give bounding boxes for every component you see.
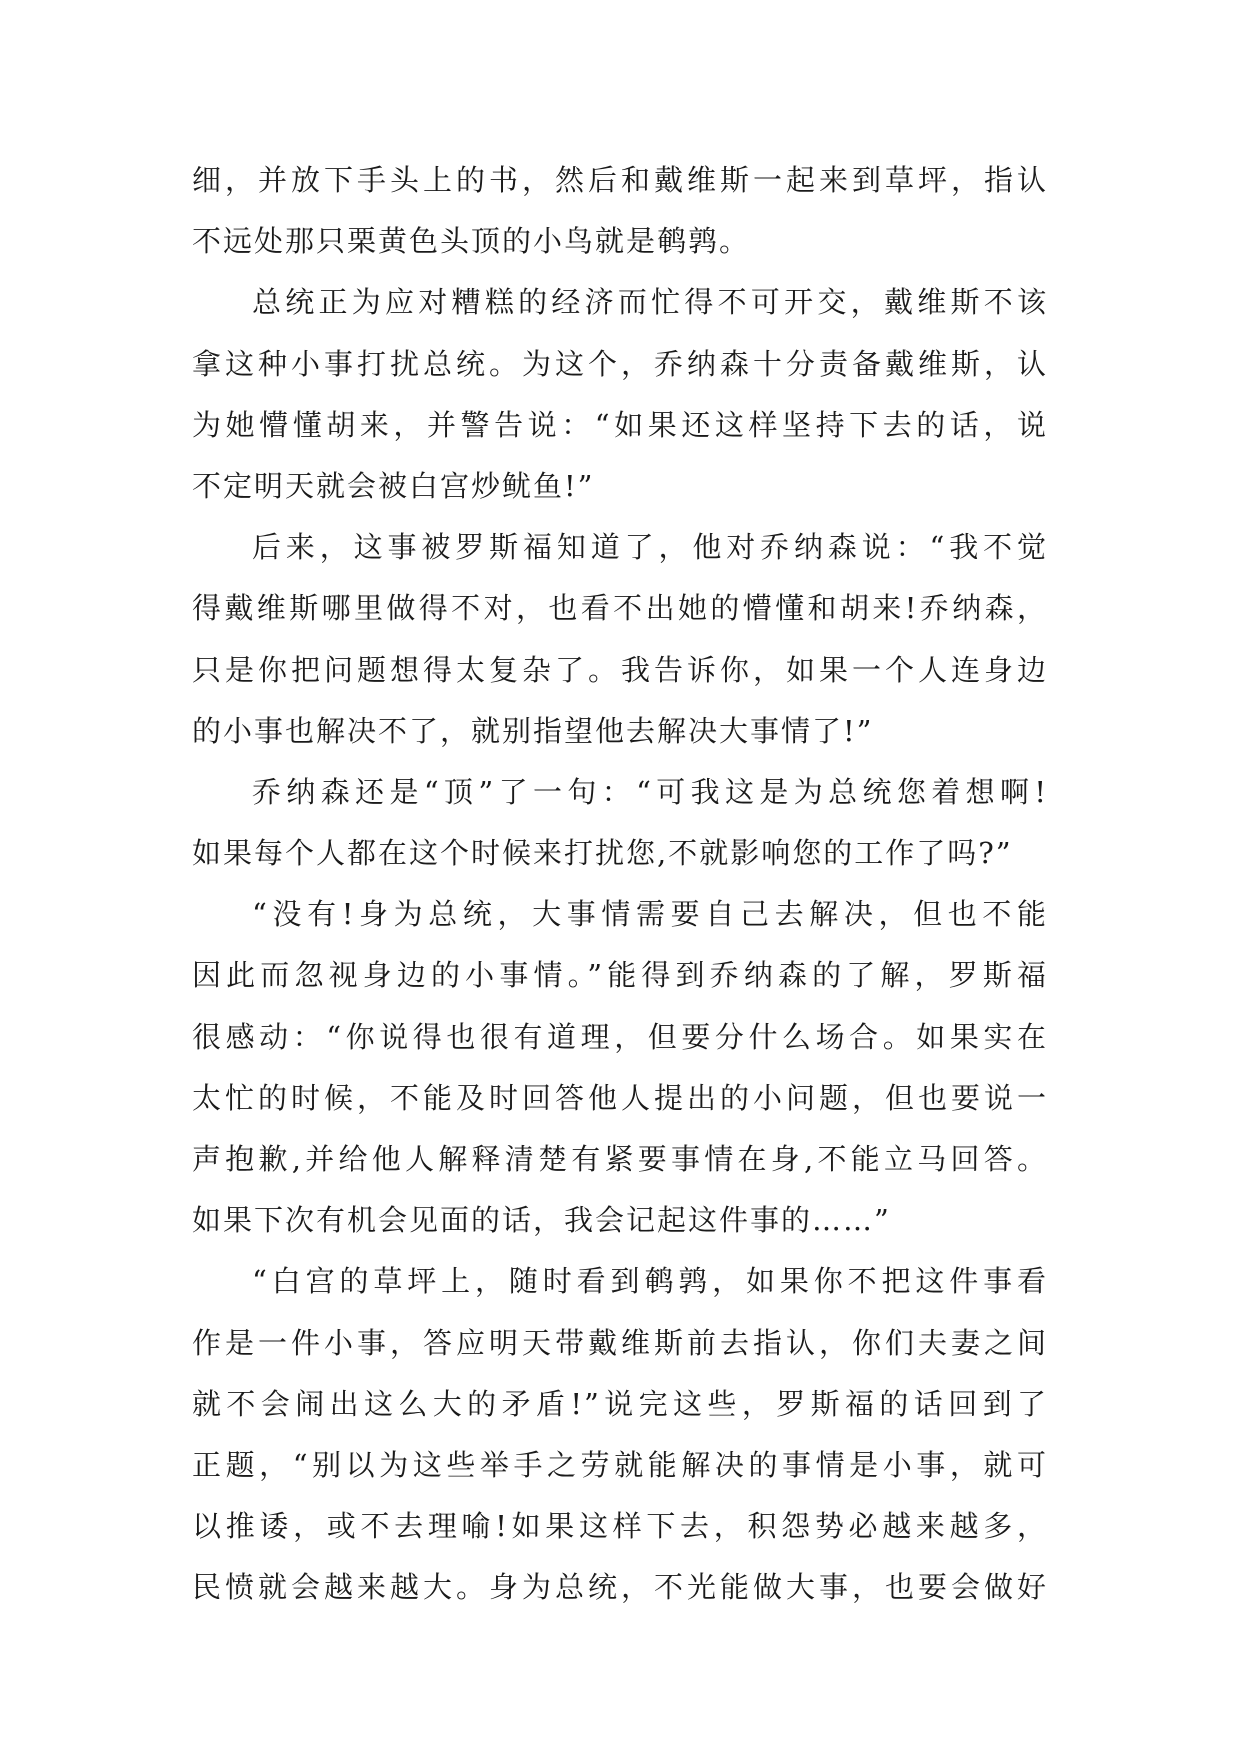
text-line: 的小事也解决不了，就别指望他去解决大事情了!” xyxy=(192,713,874,748)
text-line: 如果下次有机会见面的话，我会记起这件事的……” xyxy=(192,1203,891,1238)
text-line: “没有!身为总统，大事情需要自己去解决，但也不能 xyxy=(252,897,1048,932)
text-line: 如果每个人都在这个时候来打扰您,不就影响您的工作了吗?” xyxy=(192,836,1013,871)
text-line: 以推诿，或不去理喻!如果这样下去，积怨势必越来越多， xyxy=(192,1509,1048,1544)
text-line: 总统正为应对糟糕的经济而忙得不可开交，戴维斯不该 xyxy=(252,285,1048,320)
body-text xyxy=(192,150,1048,1619)
text-line: 细，并放下手头上的书，然后和戴维斯一起来到草坪，指认 xyxy=(192,163,1048,197)
text-line: 很感动：“你说得也很有道理，但要分什么场合。如果实在 xyxy=(192,1019,1048,1054)
text-line: 拿这种小事打扰总统。为这个，乔纳森十分责备戴维斯，认 xyxy=(192,346,1048,381)
text-line: 就不会闹出这么大的矛盾!”说完这些，罗斯福的话回到了 xyxy=(192,1386,1048,1421)
text-line: 乔纳森还是“顶”了一句：“可我这是为总统您着想啊! xyxy=(252,774,1048,809)
text-line: 民愤就会越来越大。身为总统，不光能做大事，也要会做好 xyxy=(192,1570,1048,1605)
text-line: 只是你把问题想得太复杂了。我告诉你，如果一个人连身边 xyxy=(192,652,1048,687)
text-line: 得戴维斯哪里做得不对，也看不出她的懵懂和胡来!乔纳森， xyxy=(192,591,1048,626)
text-line: 为她懵懂胡来，并警告说：“如果还这样坚持下去的话，说 xyxy=(192,407,1048,442)
text-line: 后来，这事被罗斯福知道了，他对乔纳森说：“我不觉 xyxy=(252,530,1048,565)
text-line: 不远处那只栗黄色头顶的小鸟就是鹌鹑。 xyxy=(192,224,751,259)
text-line: 不定明天就会被白宫炒鱿鱼!” xyxy=(192,468,595,503)
text-line: 太忙的时候，不能及时回答他人提出的小问题，但也要说一 xyxy=(192,1080,1048,1115)
text-line: 作是一件小事，答应明天带戴维斯前去指认，你们夫妻之间 xyxy=(192,1325,1048,1360)
text-line: 因此而忽视身边的小事情。”能得到乔纳森的了解，罗斯福 xyxy=(192,958,1048,993)
text-line: “白宫的草坪上，随时看到鹌鹑，如果你不把这件事看 xyxy=(252,1264,1048,1299)
text-line: 声抱歉,并给他人解释清楚有紧要事情在身,不能立马回答。 xyxy=(192,1142,1048,1176)
text-line: 正题，“别以为这些举手之劳就能解决的事情是小事，就可 xyxy=(192,1447,1048,1482)
